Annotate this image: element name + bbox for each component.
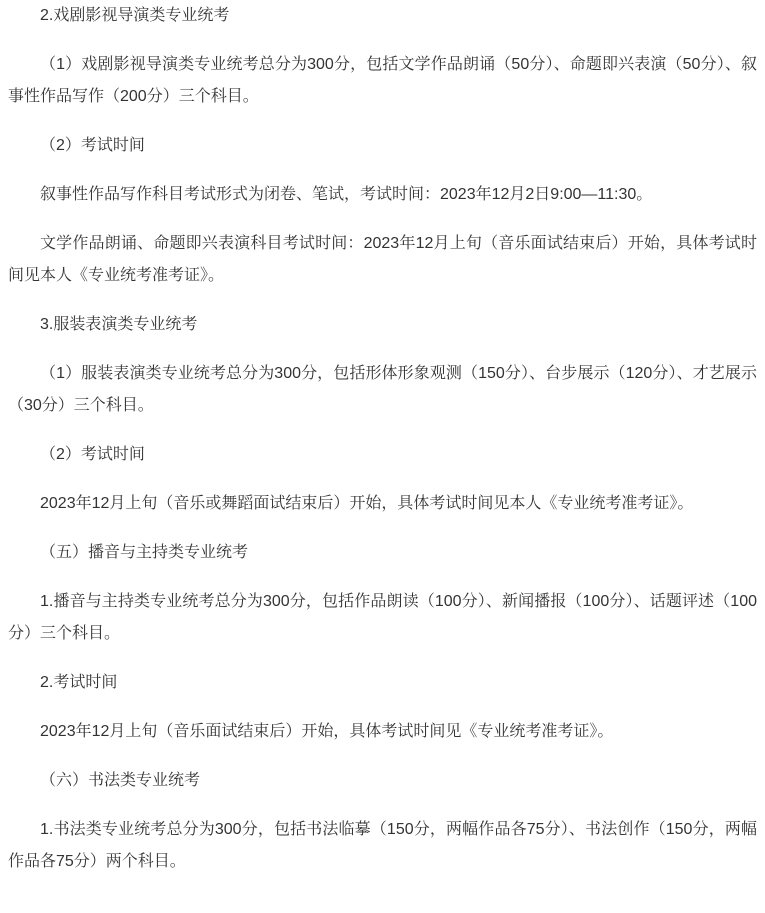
paragraph-fashion-performance-scores: （1）服装表演类专业统考总分为300分，包括形体形象观测（150分）、台步展示（120分）、才艺展示（30分）三个科目。	[8, 365, 757, 414]
paragraph-calligraphy-scores: 1.书法类专业统考总分为300分，包括书法临摹（150分，两幅作品各75分）、书法创作（150分，两幅作品各75分）两个科目。	[8, 821, 757, 870]
subheading-exam-time: （2）考试时间	[40, 446, 145, 463]
paragraph-drama-director-scores: （1）戏剧影视导演类专业统考总分为300分，包括文学作品朗诵（50分）、命题即兴表演（50分）、叙事性作品写作（200分）三个科目。	[8, 56, 757, 105]
paragraph-narrative-writing-exam-time: 叙事性作品写作科目考试形式为闭卷、笔试，考试时间：2023年12月2日9:00—11:30。	[40, 186, 653, 203]
subheading-exam-time: （2）考试时间	[40, 137, 145, 154]
section-heading-drama-director: 2.戏剧影视导演类专业统考	[40, 7, 230, 24]
paragraph-broadcasting-exam-time: 2023年12月上旬（音乐面试结束后）开始，具体考试时间见《专业统考准考证》。	[40, 723, 614, 740]
paragraph-fashion-exam-time: 2023年12月上旬（音乐或舞蹈面试结束后）开始，具体考试时间见本人《专业统考准考证》。	[40, 495, 694, 512]
section-heading-broadcasting-hosting: （五）播音与主持类专业统考	[40, 544, 249, 561]
subheading-exam-time: 2.考试时间	[40, 674, 118, 691]
section-heading-fashion-performance: 3.服装表演类专业统考	[40, 316, 198, 333]
section-heading-calligraphy: （六）书法类专业统考	[40, 772, 201, 789]
paragraph-recitation-improv-exam-time: 文学作品朗诵、命题即兴表演科目考试时间：2023年12月上旬（音乐面试结束后）开始，具体考试时间见本人《专业统考准考证》。	[8, 235, 757, 284]
paragraph-broadcasting-scores: 1.播音与主持类专业统考总分为300分，包括作品朗读（100分）、新闻播报（100分）、话题评述（100分）三个科目。	[8, 593, 757, 642]
